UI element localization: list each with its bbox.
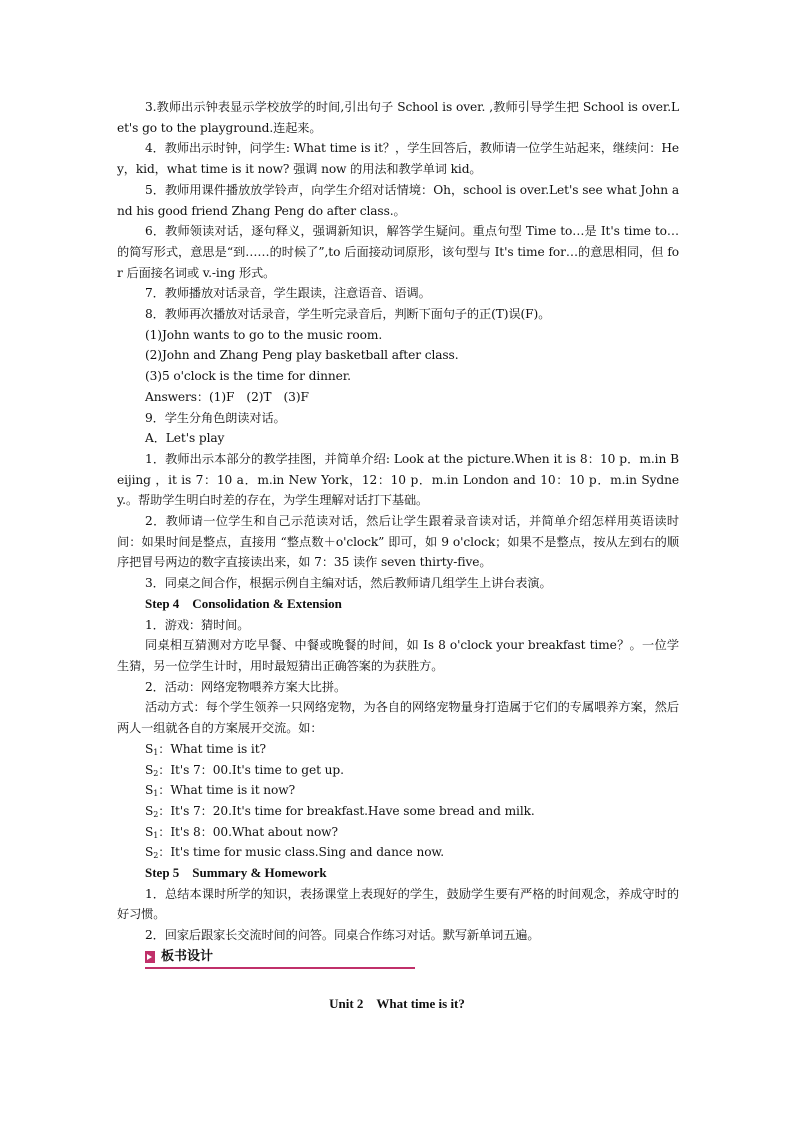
summary-paragraphs xyxy=(117,884,679,946)
procedure-paragraphs xyxy=(117,97,679,594)
paragraph: (1)John wants to go to the music room. xyxy=(145,327,383,342)
paragraph: 1．总结本课时所学的知识，表扬课堂上表现好的学生，鼓励学生要有严格的时间观念，养成守时的好习惯。 xyxy=(117,886,679,922)
speaker-label: S xyxy=(145,762,154,777)
speaker-number: 1 xyxy=(153,789,159,799)
dialogue-line xyxy=(117,760,679,781)
paragraph: 活动方式：每个学生领养一只网络宠物，为各自的网络宠物量身打造属于它们的专属喂养方案，然后两人一组就各自的方案展开交流。如： xyxy=(117,700,679,736)
dialogue-line xyxy=(117,739,679,760)
dialogue-line xyxy=(117,801,679,822)
paragraph: 4．教师出示时钟，问学生: What time is it？，学生回答后，教师请一位学生站起来，继续问：Hey，kid，what time is it now? 强调 now 的用法和教学单词 kid。 xyxy=(117,141,679,177)
paragraph: (2)John and Zhang Peng play basketball after class. xyxy=(145,348,459,363)
paragraph: 3.教师出示钟表显示学校放学的时间,引出句子 School is over. ,教师引导学生把 School is over.Let's go to the playground.连起来。 xyxy=(117,100,679,135)
speaker-label: S xyxy=(145,783,154,798)
paragraph: 2．回家后跟家长交流时间的问答。同桌合作练习对话。默写新单词五遍。 xyxy=(145,928,540,943)
speaker-number: 2 xyxy=(153,809,159,819)
speaker-label: S xyxy=(145,824,154,839)
banner-underline xyxy=(145,967,415,969)
step-5-heading: Step 5 Summary & Homework xyxy=(145,865,327,881)
paragraph: (3)5 o'clock is the time for dinner. xyxy=(145,369,351,384)
paragraph: 1．教师出示本部分的教学挂图，并简单介绍: Look at the picture.When it is 8：10 p．m.in Beijing ，it is 7：10 a．m.in New York，12：10 p．m.in London and 10：10 p．m.in Sydney.。帮助学生明白时差的存在，为学生理解对话打下基础。 xyxy=(117,451,679,508)
step-4-heading: Step 4 Consolidation & Extension xyxy=(145,595,342,611)
unit-title: Unit 2 What time is it? xyxy=(329,996,465,1011)
board-design-banner xyxy=(145,948,415,966)
speaker-number: 2 xyxy=(153,768,159,778)
board-design-label: 板书设计 xyxy=(161,948,214,964)
speaker-label: S xyxy=(145,845,154,860)
paragraph: 2．教师请一位学生和自己示范读对话，然后让学生跟着录音读对话，并简单介绍怎样用英语读时间：如果时间是整点，直接用 “整点数＋o'clock” 即可，如 9 o'clock；如果不是整点，按从左到右的顺序把冒号两边的数字直接读出来，如 7：35 读作 seven thirty-five。 xyxy=(117,514,679,570)
dialogue-text: ：It's 8：00.What about now? xyxy=(158,824,338,839)
speaker-number: 1 xyxy=(153,830,159,840)
speaker-number: 2 xyxy=(153,851,159,861)
speaker-label: S xyxy=(145,741,154,756)
dialogue-line xyxy=(117,780,679,801)
dialogue-text: ：It's time for music class.Sing and dance now. xyxy=(158,845,445,860)
dialogue-line xyxy=(117,842,679,863)
dialogue-text: ：It's 7：00.It's time to get up. xyxy=(158,762,344,777)
consolidation-paragraphs xyxy=(117,615,679,739)
paragraph: 2．活动：网络宠物喂养方案大比拼。 xyxy=(145,679,347,694)
speaker-label: S xyxy=(145,803,154,818)
sample-dialogue xyxy=(117,739,679,863)
paragraph: A．Let's play xyxy=(145,431,225,446)
paragraph: 6．教师领读对话，逐句释义，强调新知识，解答学生疑问。重点句型 Time to…是 It's time to…的简写形式，意思是“到……的时候了”,to 后面接动词原形，该句型与 It's time for…的意思相同，但 for 后面接名词或 v.-ing 形式。 xyxy=(117,224,679,280)
paragraph: 7．教师播放对话录音，学生跟读，注意语音、语调。 xyxy=(145,286,431,301)
paragraph: 1．游戏：猜时间。 xyxy=(145,617,250,632)
paragraph: 3．同桌之间合作，根据示例自主编对话，然后教师请几组学生上讲台表演。 xyxy=(145,576,552,591)
dialogue-text: ：What time is it? xyxy=(158,741,266,756)
paragraph: 8．教师再次播放对话录音，学生听完录音后，判断下面句子的正(T)误(F)。 xyxy=(145,307,551,322)
paragraph: Answers：(1)F (2)T (3)F xyxy=(145,389,309,404)
document-body xyxy=(117,97,679,966)
dialogue-text: ：What time is it now? xyxy=(158,783,296,798)
paragraph: 9．学生分角色朗读对话。 xyxy=(145,410,286,425)
arrow-tag-icon xyxy=(145,951,155,963)
dialogue-line xyxy=(117,822,679,843)
dialogue-text: ：It's 7：20.It's time for breakfast.Have some bread and milk. xyxy=(158,803,535,818)
paragraph: 5．教师用课件播放放学铃声，向学生介绍对话情境：Oh，school is over.Let's see what John and his good friend Zhang Peng do after class.。 xyxy=(117,182,679,218)
speaker-number: 1 xyxy=(153,747,159,757)
paragraph: 同桌相互猜测对方吃早餐、中餐或晚餐的时间，如 Is 8 o'clock your breakfast time？。一位学生猜，另一位学生计时，用时最短猜出正确答案的为获胜方。 xyxy=(117,638,679,673)
